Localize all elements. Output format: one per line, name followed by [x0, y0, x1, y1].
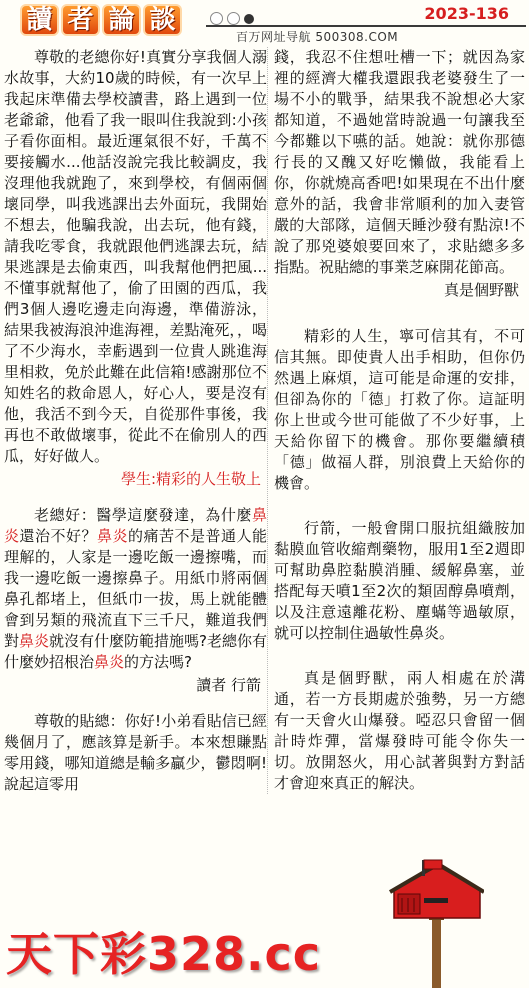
header-divider — [206, 25, 526, 27]
reply-text: 行箭，一般會開口服抗組織胺加黏膜血管收縮劑藥物，服用1至2週即可幫助鼻腔黏膜消腫、緩解鼻塞，並搭配每天噴1至2次的類固醇鼻噴劑，以及注意遠離花粉、塵蟎等過敏原，就可以控制住過敏性鼻炎。 — [274, 519, 525, 642]
text-segment: 就沒有什麼防範措施嗎?老總你有什麼妙招根治 — [4, 632, 267, 671]
title-char: 論 — [102, 4, 141, 36]
issue-number: 2023-136 — [424, 4, 509, 23]
highlight-term: 鼻炎 — [96, 527, 128, 545]
page-dot — [210, 12, 223, 25]
highlight-term: 鼻炎 — [94, 653, 125, 671]
highlight-term: 鼻炎 — [19, 632, 50, 650]
letter-text: 尊敬的老總你好!真實分享我個人溺水故事，大約10歲的時候，有一次早上我起床準備去學校讀書，路上遇到一位老爺爺，他看了我一眼叫住我說到:小孩子看你面相。最近運氣很不好，千萬不要接觸水...他話沒說完我比較調皮，我沒理他我就跑了，來到學校，有個兩個壞同學，叫我逃課出去外面玩，我開始不想去，他騙我說，出去玩，他有錢，請我吃零食，我就跟他們逃課去玩，結果逃課是去偷東西，叫我幫他們把風...不懂事就幫他了，偷了田園的西瓜，我們3個人邊吃邊走向海邊，準備游泳，結果我被海浪沖進海裡，差點淹死，，喝了不少海水，幸虧遇到一位貴人跳進海里相救，免於此難在此信箱!感謝那位不知姓名的救命恩人，好心人，要是沒有他，我活不到今天，自從那件事後，我再也不敢做壞事，從此不在偷別人的西瓜，好好做人。 — [4, 48, 267, 465]
watermark: 天下彩328.cc — [6, 927, 322, 981]
site-banner: 百万网址导航 500308.COM — [236, 30, 399, 44]
reply-text: 真是個野獸，兩人相處在於溝通，若一方長期處於強勢，另一方總有一天會火山爆發。啞忍只會留一個計時炸彈，當爆發時可能令你失一切。放開怒火，用心試著與對方對話才會迎來真正的解決。 — [274, 669, 525, 792]
letter-signature: 讀者 行箭 — [196, 676, 261, 694]
text-segment: 還治不好？ — [19, 527, 97, 545]
title-char: 者 — [61, 4, 100, 36]
letter-text — [4, 505, 267, 673]
title-char: 談 — [143, 4, 182, 36]
text-segment: 的痛苦不是普通人能理解的，人家是一邊吃飯一邊擦嘴，而我一邊吃飯一邊擦鼻子。用紙巾將兩個鼻孔都堵上，但紙巾一拔，馬上就能體會到另類的飛流直下三千尺，難道我們對 — [4, 527, 267, 650]
reply-text: 錢，我忍不住想吐槽一下；就因為家裡的經濟大權我還跟我老婆發生了一場不小的戰爭，結果我不說想必大家都知道，不過她當時說過一句讓我至今都難以下嚥的話。她說：就你那德行長的又醜又好吃懶做，我能看上你，你就燒高香吧!如果現在不出什麼意外的話，我會非常順利的加入妻管嚴的大部隊，這個天睡沙發有點涼!不說了那兇婆娘要回來了，求貼總多多指點。祝貼總的事業芝麻開花節高。 — [274, 48, 525, 276]
text-segment: 的方法嗎? — [124, 653, 192, 671]
right-column — [267, 47, 525, 794]
letter-text: 尊敬的貼總：你好!小弟看貼信已經幾個月了，應該算是新手。本來想賺點零用錢，哪知道總是輸多贏少，鬱悶啊!說起這零用 — [4, 712, 267, 793]
page-header — [0, 0, 529, 44]
title-char: 讀 — [20, 4, 59, 36]
mailbox-icon — [388, 858, 484, 988]
text-segment: 老總好：醫學這麼發達，為什麼 — [34, 506, 252, 524]
highlight-term: 鼻炎 — [4, 506, 267, 545]
reply-signature: 真是個野獸 — [443, 281, 519, 299]
page-dot-active — [244, 14, 254, 24]
reply-text: 精彩的人生，寧可信其有，不可信其無。即使貴人出手相助，但你仍然遇上麻煩，這可能是命運的安排，但卻為你的「德」打救了你。這証明你上世或今世可能做了不少好事，上天給你留下的機會。那你要繼續積「德」做福人群，別浪費上天給你的機會。 — [274, 327, 525, 492]
column-title — [20, 4, 182, 36]
left-column — [4, 47, 267, 795]
page-indicator — [210, 12, 254, 25]
letter-signature: 學生:精彩的人生敬上 — [120, 470, 261, 488]
page-dot — [227, 12, 240, 25]
